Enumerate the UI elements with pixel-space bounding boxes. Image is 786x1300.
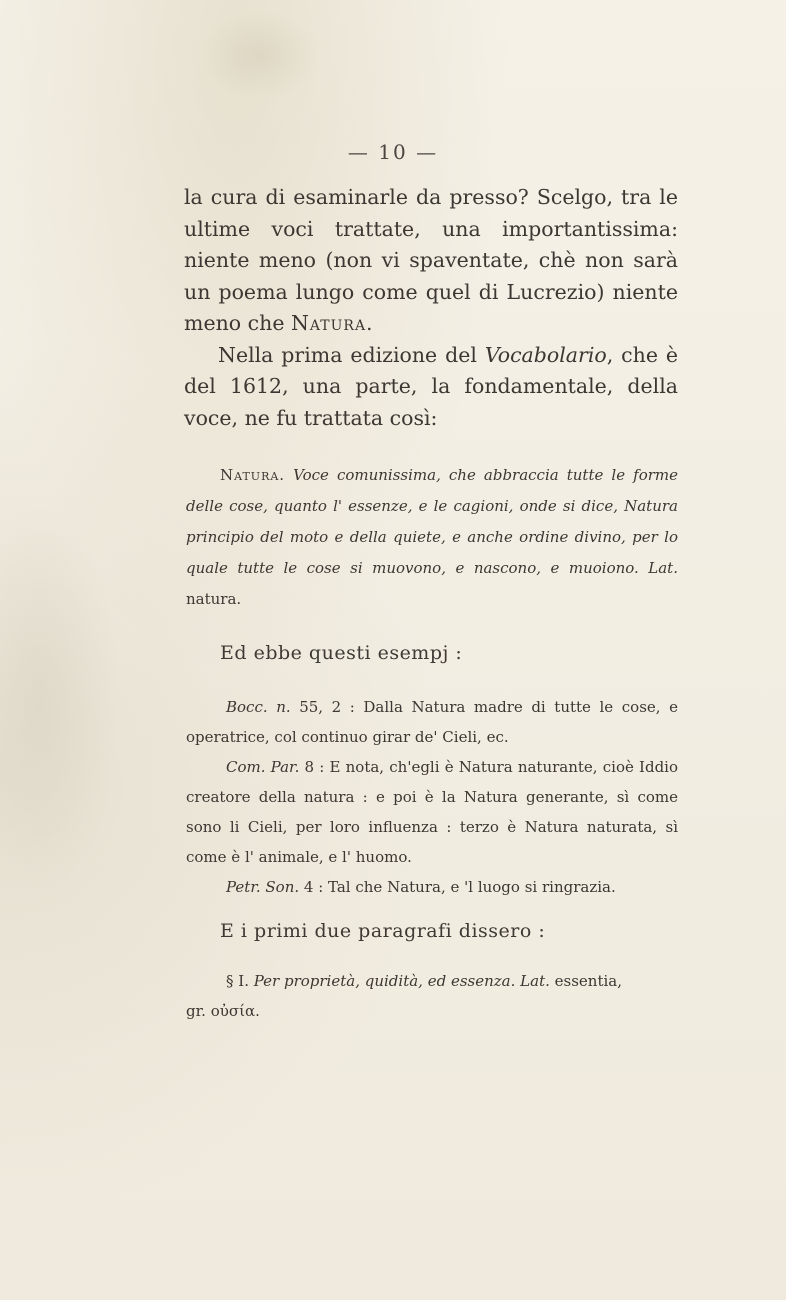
paragraph-1 [184,182,678,340]
definition-text [186,460,678,615]
definition-italic: Voce comunissima, che abbraccia tutte le forme delle cose, quanto l' essenze, e le cagioni, onde si dice, Natura principio del moto e della quiete, e anche ordine divino, per lo quale tutte le cose si muovono, e nascono, e muoiono. [186,466,678,577]
quote-item [186,752,678,872]
examples-list [186,692,678,902]
greek-label: gr. [186,1002,206,1020]
quote-ref: Com. Par. [226,758,300,776]
quote-text: 8 : E nota, ch'egli è Natura naturante, cioè Iddio creatore della natura : e poi è la Natura generante, sì come sono li Cieli, per loro influenza : terzo è Natura naturata, sì come è l' animale, e l' huomo. [186,758,678,866]
definition-headword: Natura. [220,466,286,484]
paragraph-2-part1: Nella prima edizione del [218,342,485,367]
quote-ref: Bocc. n. [226,698,291,716]
definition-lat-label: Lat. [648,559,678,577]
paragraph-2 [184,340,678,435]
greek-word: οὐσία. [210,1002,260,1020]
quote-item [186,872,678,902]
greek-line [186,996,678,1026]
paper-stain [0,500,120,900]
natura-word: Natura. [290,311,374,335]
section-paragraph [186,966,678,1026]
paragraph-2-part2: , che è del 1612, una parte, la fondamentale, della voce, ne fu trattata così: [184,342,679,430]
section-italic: Per proprietà, quidità, ed essenza. [253,972,516,990]
quote-ref: Petr. Son. [226,878,300,896]
section-mark: § I. [226,972,249,990]
section-lat-label: Lat. [520,972,550,990]
main-text [184,182,678,434]
section-lat-value: essentia, [554,972,623,990]
examples-heading: Ed ebbe questi esempj : [220,642,463,664]
quote-text: 55, 2 : Dalla Natura madre di tutte le cose, e operatrice, col continuo girar de' Cieli, ec. [186,698,678,746]
paragraphs-heading: E i primi due paragrafi dissero : [220,920,546,942]
definition-lat-value: natura. [186,590,242,608]
paper-stain [200,10,320,100]
paragraph-1-text: la cura di esaminarle da presso? Scelgo, tra le ultime voci trattate, una importantissima: niente meno (non vi spaventate, chè non sarà un poema lungo come quel di Lucrezio) niente meno che [184,185,678,335]
vocabolario-title: Vocabolario [484,342,607,367]
vocabulary-definition [186,460,678,615]
quote-text: 4 : Tal che Natura, e 'l luogo si ringrazia. [299,878,616,896]
section-line [186,966,678,996]
quote-item [186,692,678,752]
page-number: — 10 — [347,140,439,164]
